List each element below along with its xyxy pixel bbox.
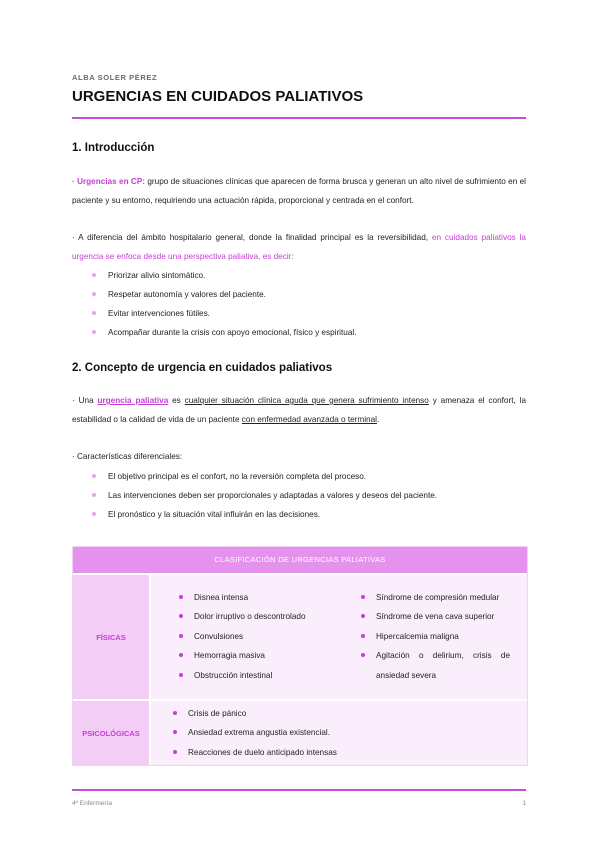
list-item: Hipercalcemia maligna xyxy=(358,627,510,646)
author-name: ALBA SOLER PÉREZ xyxy=(72,73,158,82)
list-item: Crisis de pánico xyxy=(170,704,430,723)
footer-course: 4º Enfermería xyxy=(72,800,112,807)
list-item: Obstrucción intestinal xyxy=(176,666,346,685)
row-label-physical: FÍSICAS xyxy=(73,575,149,699)
list-item: Reacciones de duelo anticipado intensas xyxy=(170,743,430,762)
table-row-physical xyxy=(73,573,527,699)
section-2-heading: 2. Concepto de urgencia en cuidados paliativos xyxy=(72,362,333,374)
row-body-psychological xyxy=(149,701,527,765)
definition-end: . xyxy=(376,415,380,424)
list-item: Agitación o delirium, crisis de ansiedad severa xyxy=(358,646,510,685)
list-item: Priorizar alivio sintomático. xyxy=(72,266,526,285)
context-highlight: en cuidados paliativos la urgencia se enfoca desde una perspectiva paliativa, es decir: xyxy=(72,233,526,261)
document-title: URGENCIAS EN CUIDADOS PALIATIVOS xyxy=(72,88,364,105)
features-heading: · Características diferenciales: xyxy=(72,452,183,461)
list-item: Ansiedad extrema angustia existencial. xyxy=(170,723,430,742)
list-item: Síndrome de compresión medular xyxy=(358,588,510,607)
list-item: Evitar intervenciones fútiles. xyxy=(72,304,526,323)
palliative-priorities-list xyxy=(72,266,526,342)
underlined-condition: con enfermedad avanzada o terminal xyxy=(241,415,377,424)
row-label-psychological: PSICOLÓGICAS xyxy=(73,701,149,765)
underlined-definition: cualquier situación clínica aguda que genera sufrimiento intenso xyxy=(184,396,429,405)
definition-text: grupo de situaciones clínicas que aparecen de forma brusca y generan un alto nivel de sufrimiento en el paciente y su entorno, requiriendo una actuación rápida, proporcional y centrada en el confort. xyxy=(72,177,526,205)
list-item: Disnea intensa xyxy=(176,588,346,607)
page-footer xyxy=(72,800,526,807)
physical-list-col1 xyxy=(176,588,346,685)
list-item: El objetivo principal es el confort, no la reversión completa del proceso. xyxy=(72,467,526,486)
concept-definition xyxy=(72,391,526,429)
context-text: · A diferencia del ámbito hospitalario general, donde la finalidad principal es la reversibilidad, xyxy=(72,233,432,242)
list-item: Hemorragia masiva xyxy=(176,646,346,665)
term-urgencia-paliativa: urgencia paliativa xyxy=(97,396,169,405)
list-item: Respetar autonomía y valores del paciente. xyxy=(72,285,526,304)
list-item: Dolor irruptivo o descontrolado xyxy=(176,607,346,626)
list-item: El pronóstico y la situación vital influirán en las decisiones. xyxy=(72,505,526,524)
section-1-heading: 1. Introducción xyxy=(72,142,155,154)
definition-continuation: y amenaza el confort, la estabilidad o la calidad de vida de un paciente xyxy=(72,396,526,424)
psychological-list xyxy=(170,704,430,762)
page-number: 1 xyxy=(522,800,526,807)
classification-table xyxy=(72,546,528,766)
definition-prefix: · Una xyxy=(72,396,98,405)
intro-context xyxy=(72,228,526,266)
list-item: Acompañar durante la crisis con apoyo emocional, físico y espiritual. xyxy=(72,323,526,342)
table-header: CLASIFICACIÓN DE URGENCIAS PALIATIVAS xyxy=(73,547,527,573)
list-item: Convulsiones xyxy=(176,627,346,646)
definition-joiner: es xyxy=(168,396,185,405)
intro-definition xyxy=(72,172,526,210)
list-item: Las intervenciones deben ser proporcionales y adaptadas a valores y deseos del paciente. xyxy=(72,486,526,505)
row-body-physical xyxy=(149,575,527,699)
title-divider xyxy=(72,117,526,119)
physical-list-col2 xyxy=(358,588,510,685)
features-list xyxy=(72,467,526,524)
footer-divider xyxy=(72,789,526,791)
term-urgencias-cp: · Urgencias en CP: xyxy=(72,177,146,186)
table-row-psychological xyxy=(73,699,527,765)
list-item: Síndrome de vena cava superior xyxy=(358,607,510,626)
